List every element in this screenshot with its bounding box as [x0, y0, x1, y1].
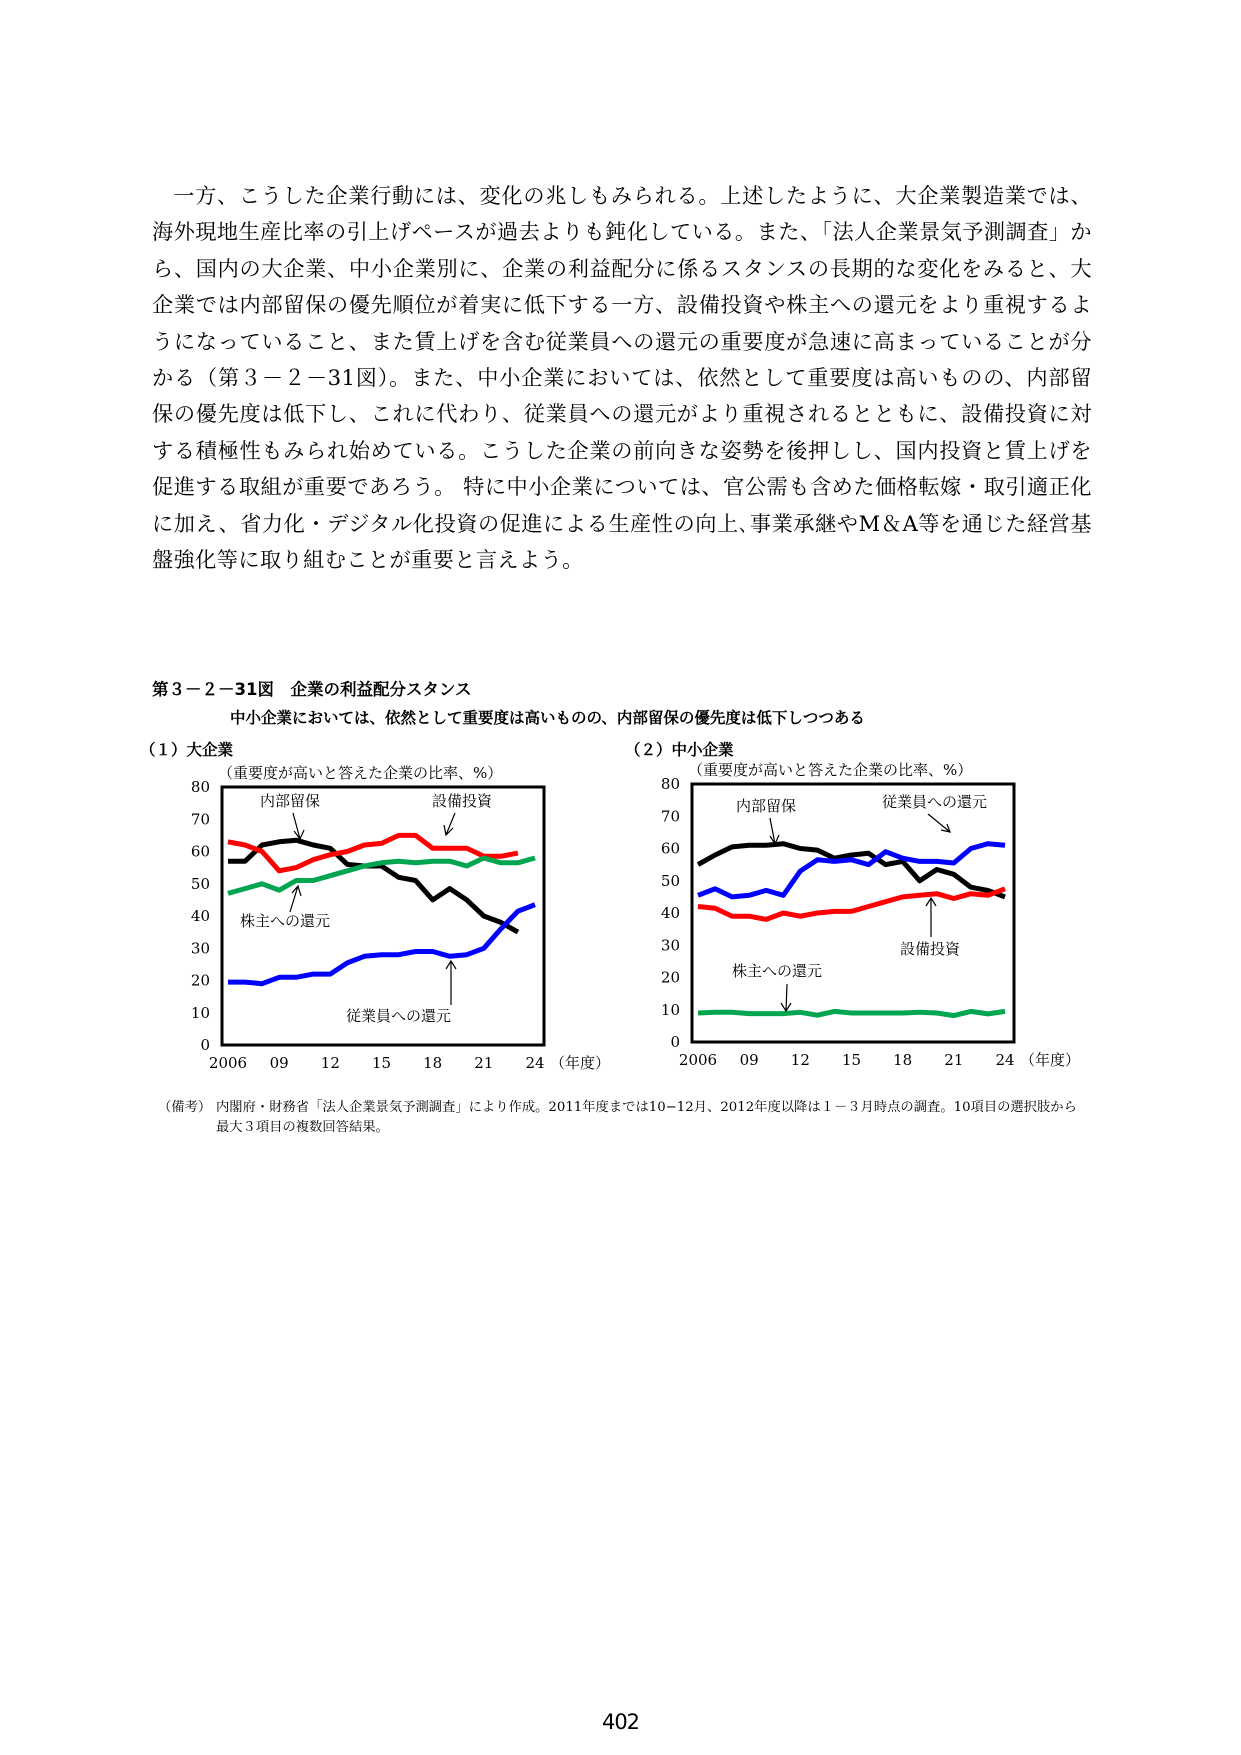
annotations: [732, 793, 987, 1011]
x-tick-label: 18: [893, 1051, 913, 1069]
x-tick-label: 09: [739, 1051, 759, 1069]
y-tick-label: 20: [660, 968, 680, 987]
y-axis-label: （重要度が高いと答えた企業の比率、%）: [218, 764, 503, 782]
x-tick-label: 21: [944, 1051, 964, 1069]
y-tick-label: 40: [660, 904, 680, 922]
y-tick-label: 70: [660, 807, 680, 826]
y-tick-label: 70: [190, 810, 210, 829]
x-ticks: [679, 1051, 1015, 1069]
annotation-arrow-retained: [293, 813, 304, 839]
body-paragraph: 一方、こうした企業行動には、変化の兆しもみられる。上述したように、大企業製造業では、海外現地生産比率の引上げペースが過去よりも鈍化している。また、「法人企業景気予測調査」から、国内の大企業、中小企業別に、企業の利益配分に係るスタンスの長期的な変化をみると、大企業では内部留保の優先順位が着実に低下する一方、設備投資や株主への還元をより重視するようになっていること、また賃上げを含む従業員への還元の重要度が急速に高まっていることが分かる（第３－２－31図）。また、中小企業においては、依然として重要度は高いものの、内部留保の優先度は低下し、これに代わり、従業員への還元がより重視されるとともに、設備投資に対する積極性もみられ始めている。こうした企業の前向きな姿勢を後押しし、国内投資と賃上げを促進する取組が重要であろう。 特に中小企業については、官公需も含めた価格転嫁・取引適正化に加え、省力化・デジタル化投資の促進による生産性の向上､事業承継やM＆A等を通じた経営基盤強化等に取り組むことが重要と言えよう。: [152, 183, 1092, 573]
y-tick-label: 60: [660, 839, 680, 858]
chart-sme: [620, 752, 1100, 1087]
x-tick-label: 15: [371, 1054, 392, 1072]
note-text: 内閣府・財務省「法人企業景気予測調査」により作成。2011年度までは10−12月、2012年度以降は１－３月時点の調査。10項目の選択肢から最大３項目の複数回答結果。: [216, 1100, 1077, 1135]
annotation-shareholder: 株主への還元: [732, 962, 823, 980]
x-axis-label: （年度）: [550, 1054, 611, 1072]
chart-large-firms: [150, 755, 630, 1090]
y-tick-label: 80: [660, 775, 680, 793]
y-tick-label: 0: [670, 1033, 680, 1051]
x-tick-label: 2006: [208, 1054, 248, 1072]
x-tick-label: 09: [269, 1054, 289, 1072]
x-tick-label: 15: [841, 1051, 862, 1069]
page-number: 402: [601, 1710, 640, 1734]
y-tick-label: 50: [660, 871, 680, 890]
x-ticks: [209, 1054, 545, 1072]
y-tick-label: 50: [190, 874, 210, 893]
series-line: [698, 844, 1005, 897]
annotation-arrow-retained: [770, 818, 779, 844]
annotation-arrow-shareholder: [781, 984, 791, 1011]
annotation-arrow-employee: [446, 961, 456, 1005]
annotation-capex: 設備投資: [432, 792, 493, 810]
x-axis-label: （年度）: [1020, 1051, 1081, 1069]
x-tick-label: 2006: [678, 1051, 718, 1069]
x-tick-label: 12: [790, 1051, 810, 1069]
annotation-employee: 従業員への還元: [346, 1007, 452, 1025]
annotations: [240, 792, 493, 1025]
x-tick-label: 12: [320, 1054, 340, 1072]
series-lines: [228, 835, 535, 983]
y-tick-label: 30: [660, 936, 680, 955]
panel-title-large: （１）大企業: [140, 741, 234, 759]
annotation-arrow-employee: [928, 814, 950, 832]
y-tick-label: 40: [190, 907, 210, 925]
annotation-shareholder: 株主への還元: [240, 912, 331, 930]
x-tick-label: 24: [995, 1051, 1015, 1069]
x-tick-label: 21: [474, 1054, 494, 1072]
figure-title: 第３－２－31図 企業の利益配分スタンス: [152, 680, 472, 699]
series-lines: [698, 844, 1005, 1016]
annotation-retained: 内部留保: [736, 797, 797, 815]
x-tick-label: 18: [423, 1054, 443, 1072]
annotation-retained: 内部留保: [260, 792, 321, 810]
note-label: （備考）: [158, 1100, 212, 1115]
y-ticks: [191, 778, 210, 1054]
y-tick-label: 10: [660, 1000, 680, 1019]
annotation-arrow-capex: [926, 898, 936, 937]
y-tick-label: 60: [190, 842, 210, 861]
y-axis-label: （重要度が高いと答えた企業の比率、%）: [688, 761, 973, 779]
y-tick-label: 10: [190, 1003, 210, 1022]
series-line: [698, 844, 1005, 897]
annotation-capex: 設備投資: [900, 940, 961, 958]
x-tick-label: 24: [525, 1054, 545, 1072]
y-tick-label: 30: [190, 939, 210, 958]
y-tick-label: 20: [190, 971, 210, 990]
y-ticks: [661, 775, 680, 1051]
y-tick-label: 0: [200, 1036, 210, 1054]
annotation-employee: 従業員への還元: [882, 793, 988, 811]
y-tick-label: 80: [190, 778, 210, 796]
series-line: [698, 1011, 1005, 1015]
panel-title-sme: （２）中小企業: [625, 741, 734, 759]
annotation-arrow-shareholder: [290, 886, 301, 912]
annotation-arrow-capex: [444, 813, 455, 835]
figure-note: [158, 1098, 1088, 1138]
figure-subtitle: 中小企業においては、依然として重要度は高いものの、内部留保の優先度は低下しつつある: [230, 709, 865, 727]
